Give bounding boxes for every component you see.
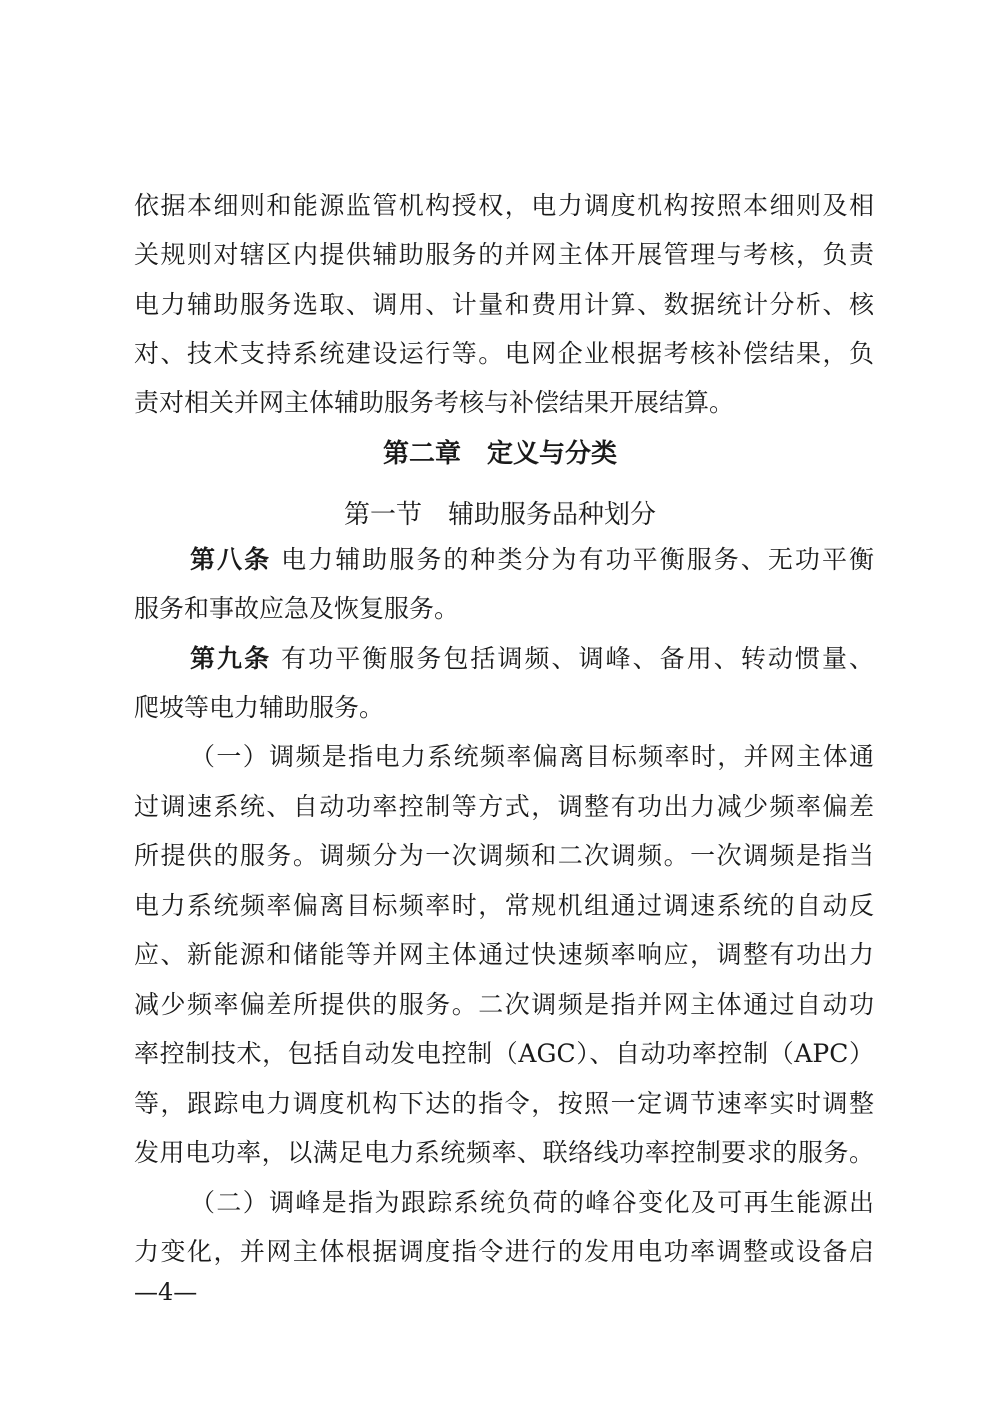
article-9-text: 有功平衡服务包括调频、调峰、备用、转动惯量、 [281, 644, 874, 673]
intro-line-1: 依据本细则和能源监管机构授权，电力调度机构按照本细则及相 [134, 191, 874, 220]
item-1-line-9: 发用电功率，以满足电力系统频率、联络线功率控制要求的服务。 [134, 1138, 874, 1167]
item-1-line-7: 率控制技术，包括自动发电控制（AGC）、自动功率控制（APC） [134, 1039, 874, 1068]
item-2-line-2: 力变化，并网主体根据调度指令进行的发用电功率调整或设备启 [134, 1237, 874, 1266]
item-1-line-2: 过调速系统、自动功率控制等方式，调整有功出力减少频率偏差 [134, 792, 874, 821]
item-1-line-3: 所提供的服务。调频分为一次调频和二次调频。一次调频是指当 [134, 841, 874, 870]
item-1-line-5: 应、新能源和储能等并网主体通过快速频率响应，调整有功出力 [134, 940, 874, 969]
item-2-first-line: （二）调峰是指为跟踪系统负荷的峰谷变化及可再生能源出 [190, 1188, 874, 1217]
article-8-line-2: 服务和事故应急及恢复服务。 [134, 594, 460, 623]
article-9-line-2: 爬坡等电力辅助服务。 [134, 693, 385, 722]
article-8-text: 电力辅助服务的种类分为有功平衡服务、无功平衡 [281, 545, 874, 574]
page-number: —4— [134, 1278, 198, 1306]
intro-line-5: 责对相关并网主体辅助服务考核与补偿结果开展结算。 [134, 388, 735, 417]
item-1-line-8: 等，跟踪电力调度机构下达的指令，按照一定调节速率实时调整 [134, 1089, 874, 1118]
chapter-title: 第二章 定义与分类 [382, 439, 617, 469]
intro-line-2: 关规则对辖区内提供辅助服务的并网主体开展管理与考核，负责 [134, 240, 874, 269]
section-title: 第一节 辅助服务品种划分 [343, 500, 656, 530]
article-9-first-line [190, 634, 874, 684]
intro-line-3: 电力辅助服务选取、调用、计量和费用计算、数据统计分析、核 [134, 290, 874, 319]
item-1-first-line: （一）调频是指电力系统频率偏离目标频率时，并网主体通 [190, 742, 874, 771]
article-8-first-line [190, 535, 874, 585]
item-1-line-4: 电力系统频率偏离目标频率时，常规机组通过调速系统的自动反 [134, 891, 874, 920]
item-1-line-6: 减少频率偏差所提供的服务。二次调频是指并网主体通过自动功 [134, 990, 874, 1019]
article-8-label: 第八条 [190, 545, 272, 574]
intro-line-4: 对、技术支持系统建设运行等。电网企业根据考核补偿结果，负 [134, 339, 874, 368]
article-9-label: 第九条 [190, 644, 272, 673]
